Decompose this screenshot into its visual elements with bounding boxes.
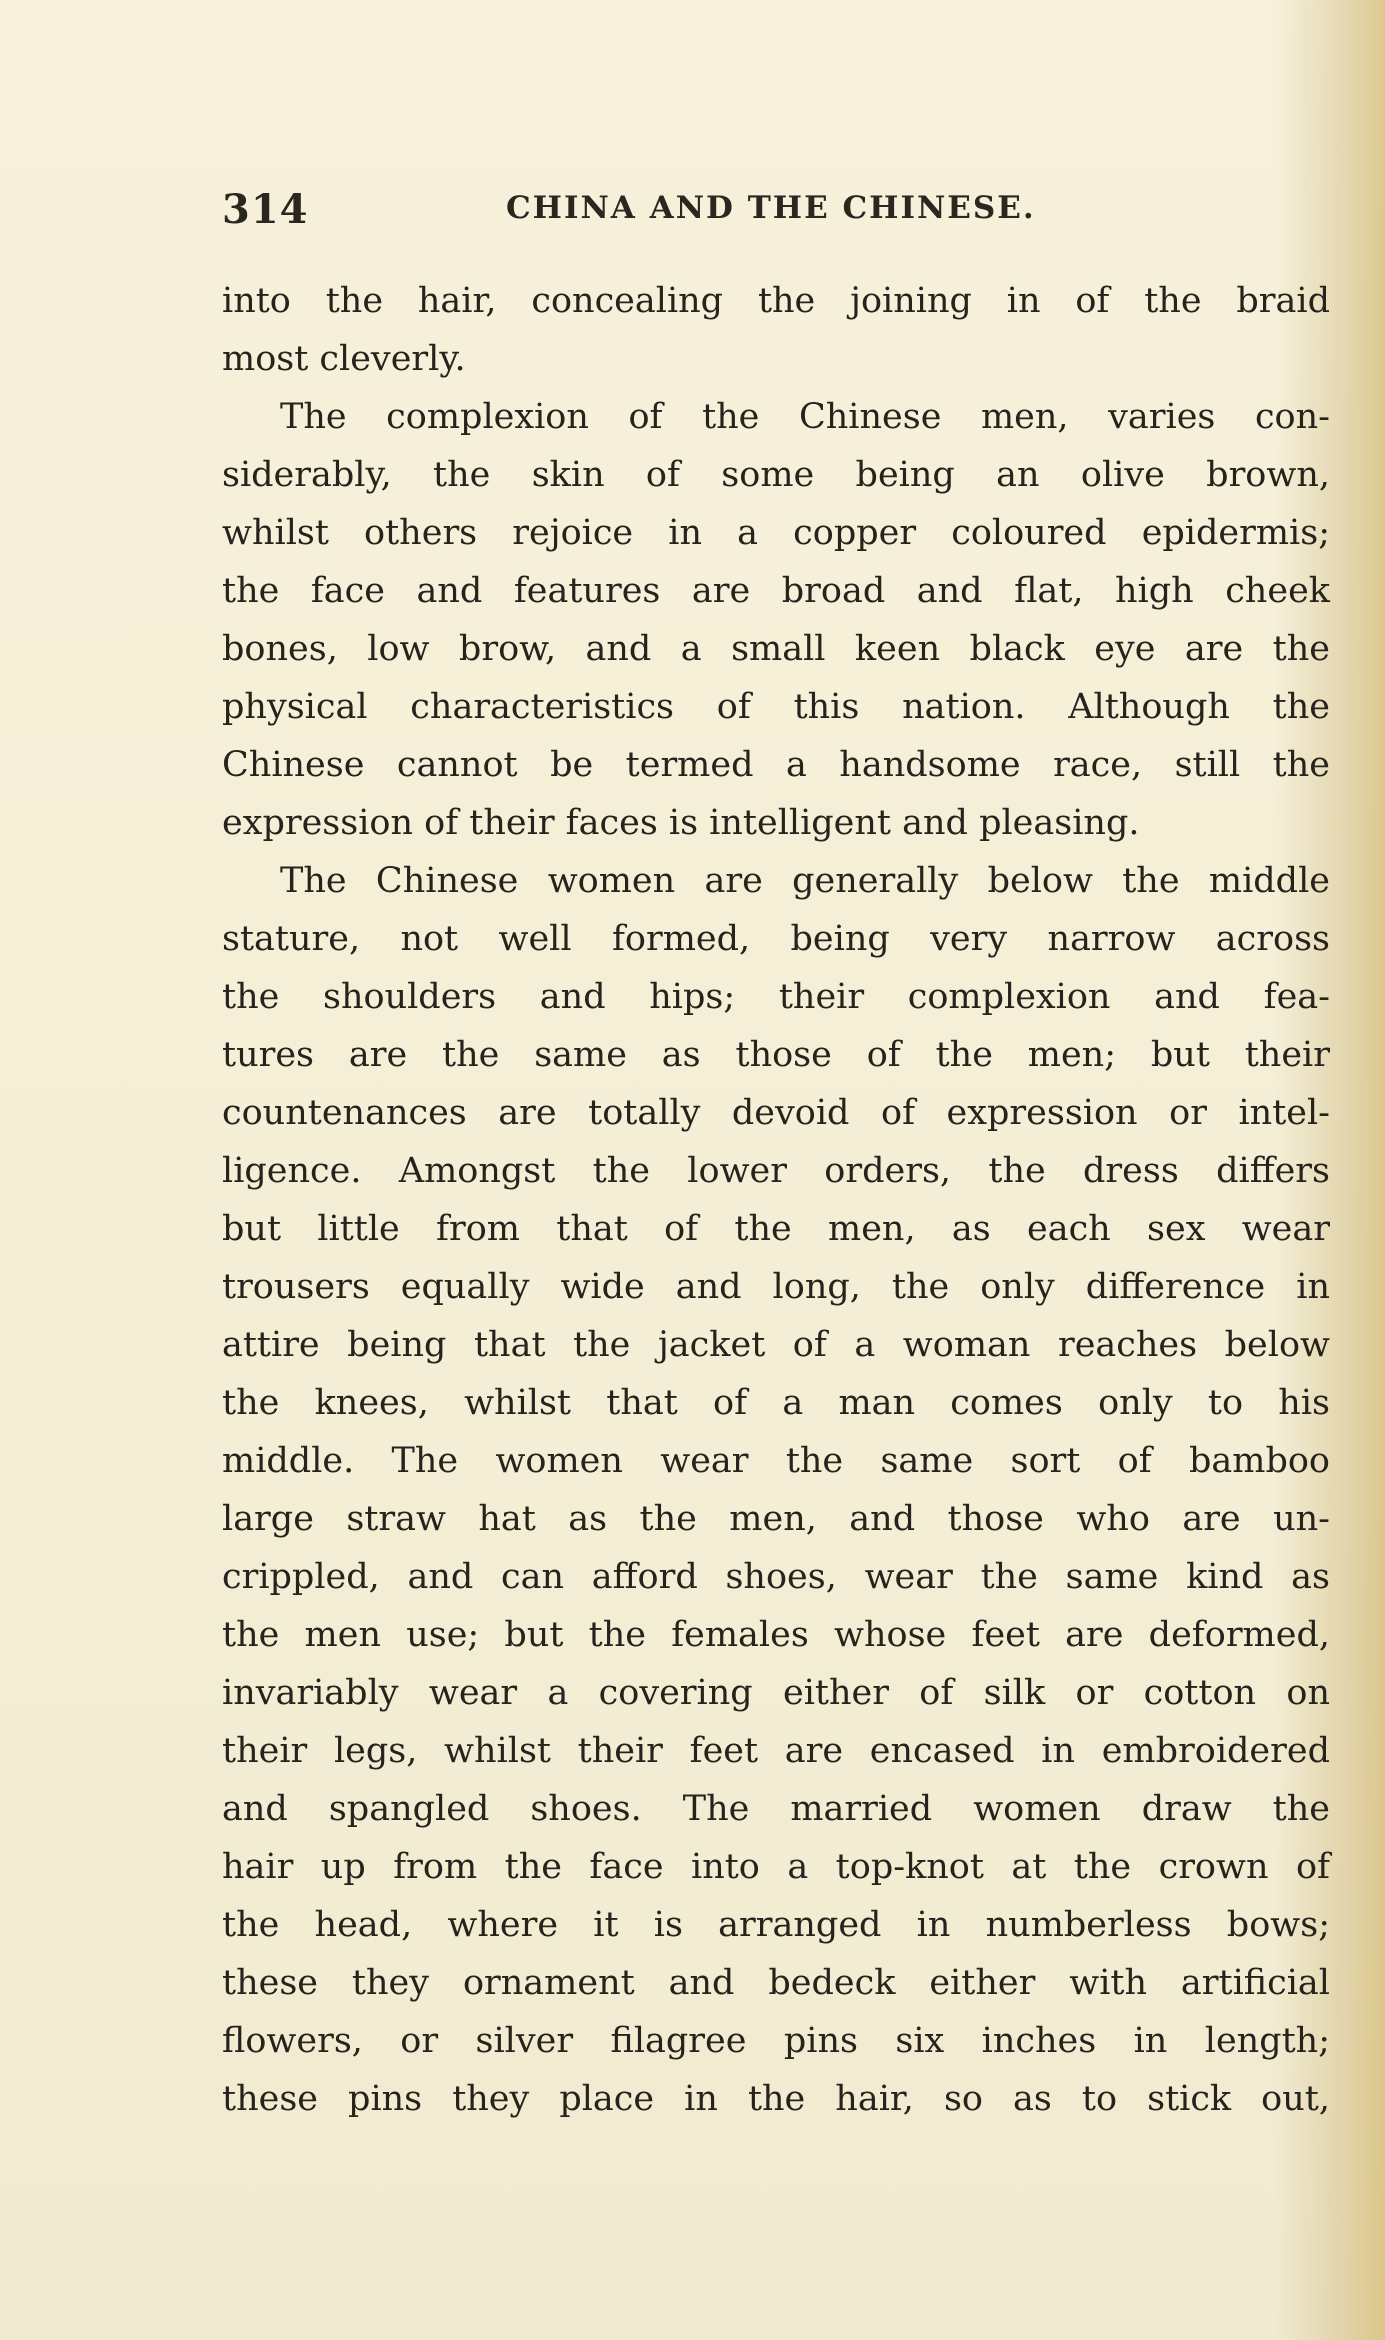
- text-line: stature, not well formed, being very narrow across: [222, 919, 1330, 959]
- body-text: [222, 272, 1330, 2128]
- text-line: expression of their faces is intelligent and pleasing.: [222, 803, 1140, 843]
- text-line: countenances are totally devoid of expression or intel-: [222, 1093, 1330, 1133]
- text-line: these they ornament and bedeck either with artificial: [222, 1963, 1330, 2003]
- text-line: the head, where it is arranged in numberless bows;: [222, 1905, 1330, 1945]
- running-title: CHINA AND THE CHINESE.: [506, 190, 1036, 226]
- text-line: the shoulders and hips; their complexion and fea-: [222, 977, 1330, 1017]
- text-line: ligence. Amongst the lower orders, the dress differs: [222, 1151, 1330, 1191]
- text-line: these pins they place in the hair, so as to stick out,: [222, 2079, 1330, 2119]
- text-line: siderably, the skin of some being an olive brown,: [222, 455, 1330, 495]
- text-line: physical characteristics of this nation. Although the: [222, 687, 1330, 727]
- text-line: the knees, whilst that of a man comes only to his: [222, 1383, 1330, 1423]
- text-line: hair up from the face into a top-knot at the crown of: [222, 1847, 1330, 1887]
- text-line: and spangled shoes. The married women draw the: [222, 1789, 1330, 1829]
- text-line: trousers equally wide and long, the only difference in: [222, 1267, 1330, 1307]
- running-head: [222, 186, 1042, 238]
- text-line: whilst others rejoice in a copper coloured epidermis;: [222, 513, 1330, 553]
- text-line: their legs, whilst their feet are encased in embroidered: [222, 1731, 1330, 1771]
- text-line: flowers, or silver filagree pins six inches in length;: [222, 2021, 1330, 2061]
- text-line: large straw hat as the men, and those who are un-: [222, 1499, 1330, 1539]
- text-line: The Chinese women are generally below the middle: [280, 861, 1330, 901]
- text-line: middle. The women wear the same sort of bamboo: [222, 1441, 1330, 1481]
- text-line: Chinese cannot be termed a handsome race, still the: [222, 745, 1330, 785]
- text-line: the face and features are broad and flat, high cheek: [222, 571, 1330, 611]
- text-line: The complexion of the Chinese men, varies con-: [280, 397, 1330, 437]
- text-line: the men use; but the females whose feet are deformed,: [222, 1615, 1330, 1655]
- text-line: most cleverly.: [222, 339, 466, 379]
- text-line: crippled, and can afford shoes, wear the same kind as: [222, 1557, 1330, 1597]
- text-line: but little from that of the men, as each sex wear: [222, 1209, 1330, 1249]
- page-number: 314: [222, 186, 309, 233]
- text-line: invariably wear a covering either of silk or cotton on: [222, 1673, 1330, 1713]
- text-line: attire being that the jacket of a woman reaches below: [222, 1325, 1330, 1365]
- text-line: tures are the same as those of the men; but their: [222, 1035, 1330, 1075]
- text-line: bones, low brow, and a small keen black eye are the: [222, 629, 1330, 669]
- text-line: into the hair, concealing the joining in of the braid: [222, 281, 1330, 321]
